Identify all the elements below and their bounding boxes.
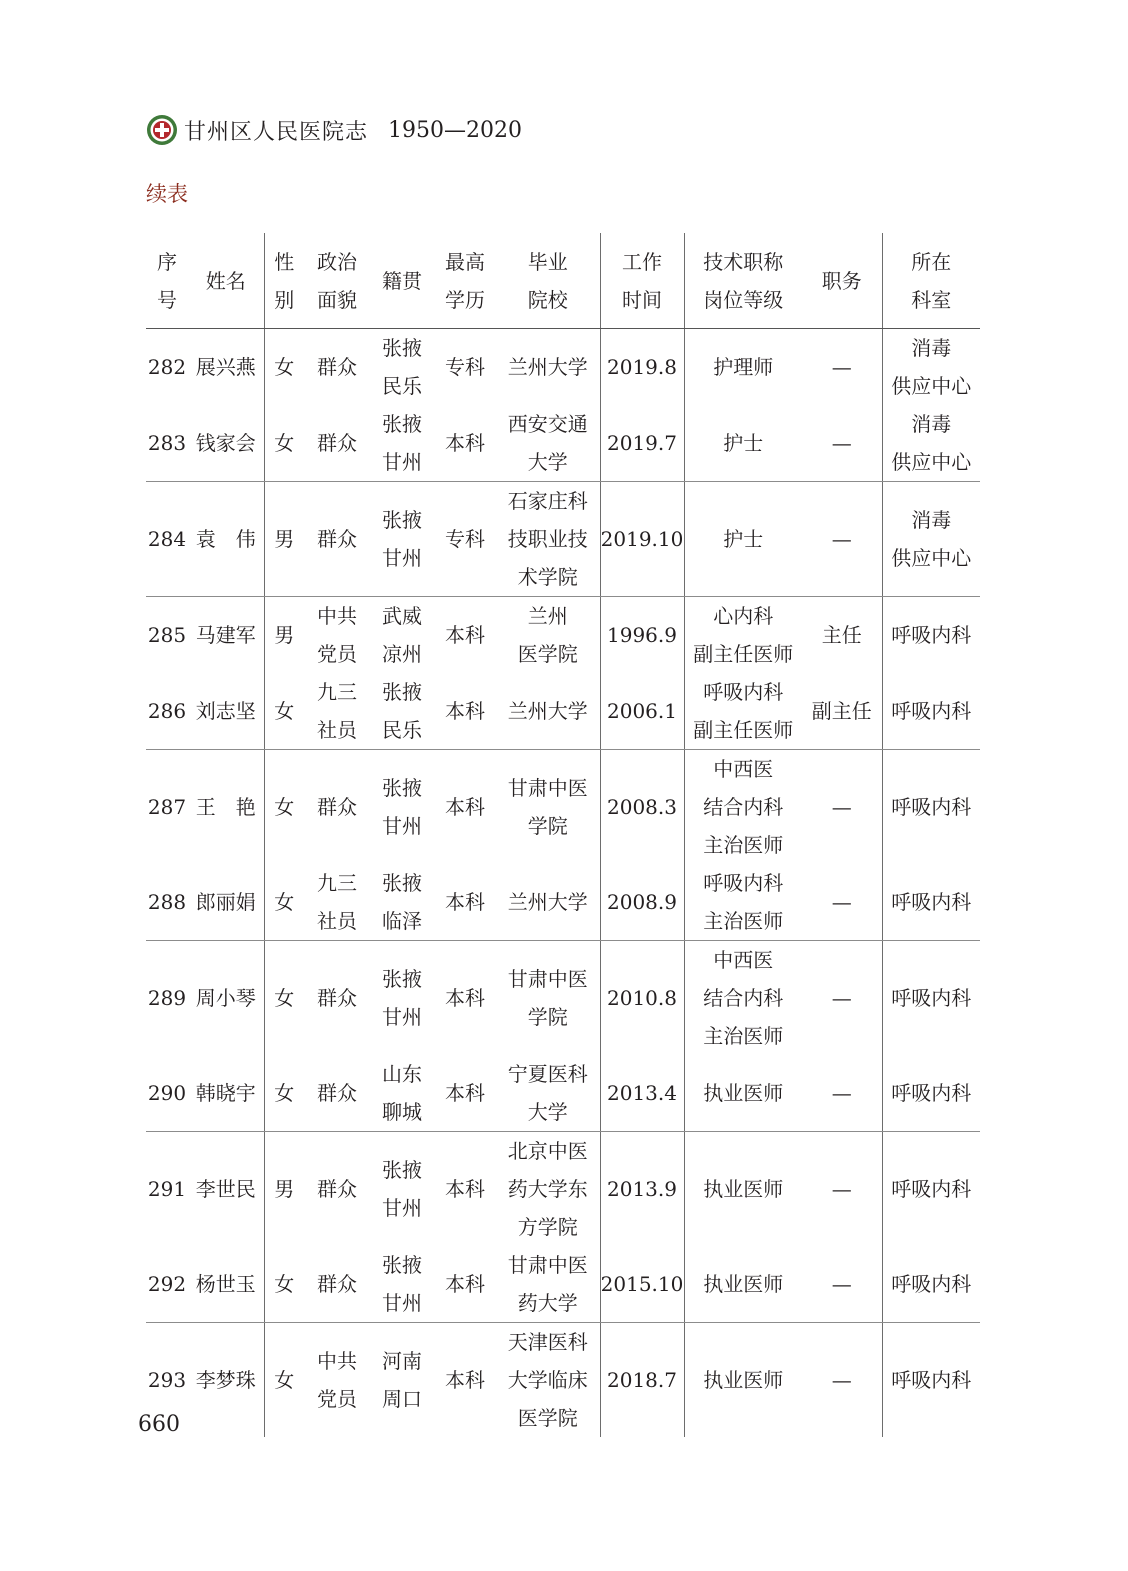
cell-dept: 呼吸内科	[882, 673, 980, 750]
cell-name: 袁 伟	[188, 482, 264, 597]
cell-start: 2010.8	[600, 941, 684, 1056]
cell-no: 291	[147, 1177, 187, 1201]
cell-education: 本科	[445, 795, 485, 819]
cell-dept: 消毒 供应中心	[891, 336, 972, 398]
cell-school: 甘肃中医 药大学	[496, 1246, 600, 1323]
col-header-position: 职务	[802, 233, 882, 329]
table-row	[146, 405, 980, 482]
cell-no: 285	[147, 623, 187, 647]
col-header-origin: 籍贯	[370, 233, 434, 329]
cell-gender: 女	[264, 864, 304, 941]
cell-education: 本科	[434, 864, 496, 941]
cell-position: 副主任	[802, 673, 882, 750]
col-header-school: 毕业 院校	[496, 233, 600, 329]
table-row	[146, 1132, 980, 1247]
col-header-politics: 政治 面貌	[304, 233, 370, 329]
cell-dept: 呼吸内科	[891, 986, 972, 1010]
cell-no: 287	[147, 795, 187, 819]
cell-origin: 张掖 甘州	[370, 482, 434, 597]
cell-school: 甘肃中医 学院	[496, 941, 600, 1056]
cell-name: 周小琴	[188, 941, 264, 1056]
hospital-logo-icon	[146, 114, 178, 146]
cell-no: 292	[146, 1246, 188, 1323]
cell-dept: 消毒 供应中心	[882, 405, 980, 482]
cell-position: —	[802, 750, 882, 865]
table-row	[146, 1323, 980, 1438]
cell-origin: 张掖 临泽	[370, 864, 434, 941]
cell-politics: 九三 社员	[304, 673, 370, 750]
cell-title: 护士	[684, 405, 802, 482]
cell-no: 286	[146, 673, 188, 750]
cell-name: 韩晓宇	[188, 1055, 264, 1132]
book-years: 1950—2020	[388, 117, 522, 143]
cell-dept: 呼吸内科	[882, 1055, 980, 1132]
col-header-gender: 性 别	[264, 233, 304, 329]
cell-start: 2019.7	[600, 405, 684, 482]
cell-title: 护士	[684, 482, 802, 597]
cell-dept: 呼吸内科	[891, 795, 972, 819]
cell-politics: 群众	[304, 405, 370, 482]
cell-dept: 呼吸内科	[882, 864, 980, 941]
cell-name: 钱家会	[188, 405, 264, 482]
cell-gender: 女	[264, 1055, 304, 1132]
cell-gender: 女	[274, 355, 295, 379]
table-row	[146, 864, 980, 941]
cell-start: 2019.10	[600, 482, 684, 597]
cell-gender: 女	[264, 1246, 304, 1323]
cell-origin: 张掖 民乐	[370, 673, 434, 750]
table-row	[146, 482, 980, 597]
cell-politics: 中共 党员	[317, 604, 357, 666]
table-row	[146, 329, 980, 406]
cell-dept: 呼吸内科	[891, 1177, 972, 1201]
cell-position: —	[802, 1055, 882, 1132]
cell-origin: 张掖 甘州	[370, 405, 434, 482]
cell-gender: 女	[274, 986, 295, 1010]
cell-start: 2008.3	[600, 750, 684, 865]
cell-title: 心内科 副主任医师	[693, 604, 794, 666]
cell-school: 兰州大学	[496, 329, 600, 406]
table-row	[146, 941, 980, 1056]
cell-politics: 群众	[317, 1177, 357, 1201]
cell-school: 天津医科 大学临床 医学院	[496, 1323, 600, 1438]
cell-position: —	[802, 1132, 882, 1247]
cell-title: 呼吸内科 主治医师	[684, 864, 802, 941]
table-row	[146, 597, 980, 674]
cell-school: 兰州 医学院	[496, 597, 600, 674]
page-number: 660	[138, 1412, 180, 1437]
cell-school: 西安交通 大学	[496, 405, 600, 482]
cell-title: 护理师	[713, 355, 774, 379]
col-header-title: 技术职称 岗位等级	[684, 233, 802, 329]
cell-no: 293	[147, 1368, 187, 1392]
col-header-no: 序 号	[146, 233, 188, 329]
cell-no: 283	[146, 405, 188, 482]
cell-origin: 河南 周口	[382, 1349, 422, 1411]
cell-position: —	[802, 329, 882, 406]
cell-no: 282	[147, 355, 187, 379]
cell-education: 本科	[445, 623, 485, 647]
cell-start: 2019.8	[600, 329, 684, 406]
cell-politics: 九三 社员	[304, 864, 370, 941]
cell-start: 2008.9	[600, 864, 684, 941]
cell-origin: 山东 聊城	[370, 1055, 434, 1132]
cell-politics: 中共 党员	[317, 1349, 357, 1411]
cell-position: —	[802, 482, 882, 597]
cell-politics: 群众	[304, 1246, 370, 1323]
cell-politics: 群众	[317, 795, 357, 819]
running-header	[146, 112, 522, 148]
cell-origin: 张掖 甘州	[382, 776, 422, 838]
cell-education: 本科	[434, 1246, 496, 1323]
cell-position: —	[802, 941, 882, 1056]
cell-gender: 男	[274, 623, 295, 647]
cell-origin: 张掖 民乐	[382, 336, 422, 398]
cell-dept: 呼吸内科	[891, 1368, 972, 1392]
cell-start: 2006.1	[600, 673, 684, 750]
col-header-dept: 所在 科室	[882, 233, 980, 329]
cell-start: 2015.10	[600, 1246, 684, 1323]
cell-politics: 群众	[304, 482, 370, 597]
cell-gender: 男	[274, 1177, 295, 1201]
cell-politics: 群众	[317, 986, 357, 1010]
cell-gender: 男	[264, 482, 304, 597]
cell-title: 中西医 结合内科 主治医师	[703, 948, 784, 1048]
cell-position: 主任	[802, 597, 882, 674]
cell-title: 执业医师	[703, 1177, 784, 1201]
cell-start: 1996.9	[600, 597, 684, 674]
cell-education: 本科	[434, 673, 496, 750]
cell-dept: 消毒 供应中心	[882, 482, 980, 597]
cell-name: 郎丽娟	[188, 864, 264, 941]
cell-position: —	[802, 405, 882, 482]
cell-name: 刘志坚	[188, 673, 264, 750]
cell-name: 杨世玉	[188, 1246, 264, 1323]
cell-gender: 女	[264, 673, 304, 750]
cell-education: 本科	[445, 1368, 485, 1392]
staff-table	[146, 233, 980, 1437]
cell-no: 289	[147, 986, 187, 1010]
cell-origin: 张掖 甘州	[382, 1158, 422, 1220]
cell-school: 石家庄科 技职业技 术学院	[496, 482, 600, 597]
cell-dept: 呼吸内科	[891, 623, 972, 647]
cell-gender: 女	[274, 795, 295, 819]
cell-no: 284	[146, 482, 188, 597]
book-title: 甘州区人民医院志	[184, 119, 369, 145]
cell-title: 执业医师	[684, 1246, 802, 1323]
cell-school: 兰州大学	[496, 673, 600, 750]
cell-no: 288	[146, 864, 188, 941]
cell-name: 李世民	[188, 1132, 264, 1247]
table-row	[146, 1246, 980, 1323]
cell-position: —	[802, 1323, 882, 1438]
cell-school: 甘肃中医 学院	[496, 750, 600, 865]
cell-school: 宁夏医科 大学	[496, 1055, 600, 1132]
col-header-start: 工作 时间	[600, 233, 684, 329]
cell-position: —	[802, 864, 882, 941]
table-row	[146, 750, 980, 865]
table-caption: 续表	[146, 182, 188, 206]
cell-name: 李梦珠	[188, 1323, 264, 1438]
cell-title: 呼吸内科 副主任医师	[684, 673, 802, 750]
cell-start: 2018.7	[600, 1323, 684, 1438]
cell-education: 本科	[445, 1177, 485, 1201]
col-header-name: 姓名	[188, 233, 264, 329]
cell-politics: 群众	[304, 1055, 370, 1132]
cell-school: 北京中医 药大学东 方学院	[496, 1132, 600, 1247]
cell-position: —	[802, 1246, 882, 1323]
cell-education: 本科	[434, 405, 496, 482]
cell-education: 本科	[434, 1055, 496, 1132]
col-header-education: 最高 学历	[434, 233, 496, 329]
cell-education: 专科	[445, 355, 485, 379]
cell-origin: 张掖 甘州	[370, 1246, 434, 1323]
cell-education: 专科	[434, 482, 496, 597]
cell-start: 2013.4	[600, 1055, 684, 1132]
cell-name: 展兴燕	[188, 329, 264, 406]
table-header-row	[146, 233, 980, 329]
table-row	[146, 1055, 980, 1132]
cell-no: 290	[146, 1055, 188, 1132]
cell-politics: 群众	[317, 355, 357, 379]
cell-start: 2013.9	[600, 1132, 684, 1247]
cell-gender: 女	[264, 405, 304, 482]
cell-origin: 武威 凉州	[382, 604, 422, 666]
cell-origin: 张掖 甘州	[382, 967, 422, 1029]
cell-gender: 女	[274, 1368, 295, 1392]
cell-name: 马建军	[188, 597, 264, 674]
table-row	[146, 673, 980, 750]
cell-title: 执业医师	[703, 1368, 784, 1392]
cell-education: 本科	[445, 986, 485, 1010]
cell-title: 执业医师	[684, 1055, 802, 1132]
cell-title: 中西医 结合内科 主治医师	[703, 757, 784, 857]
cell-school: 兰州大学	[496, 864, 600, 941]
cell-name: 王 艳	[188, 750, 264, 865]
table-body	[146, 329, 980, 1438]
cell-dept: 呼吸内科	[882, 1246, 980, 1323]
